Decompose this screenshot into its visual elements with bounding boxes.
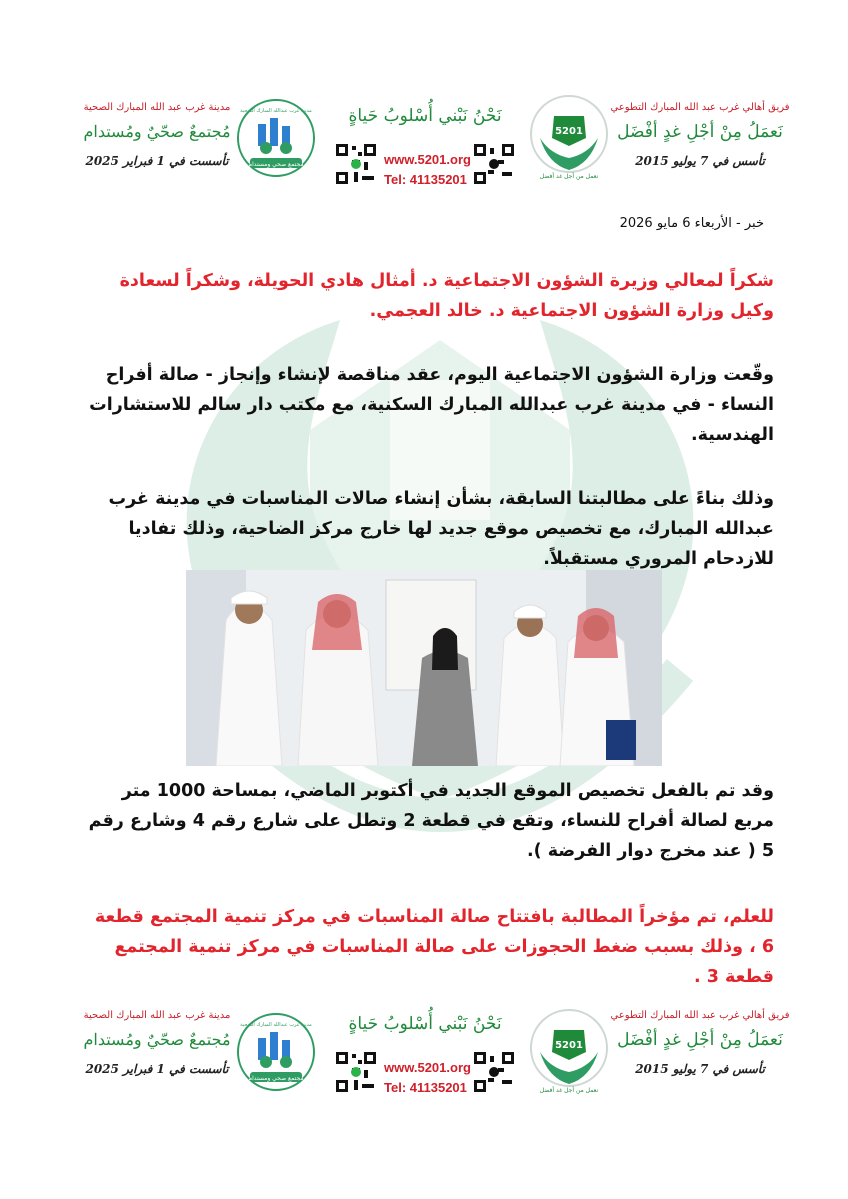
team-logo-caption: نعمل من أجل غد أفضل [539,173,599,180]
city-logo-caption: مجتمع صحي ومستدام [248,161,304,168]
request-paragraph: وذلك بناءً على مطالبتنا السابقة، بشأن إنشاء صالات المناسبات في مدينة غرب عبدالله المبارك، مع تخصيص موقع جديد لها خارج مركز الضاحية، وذلك تفاديا للازدحام المروري مستقبلاً. [108,489,774,569]
footer-center-slogan: نَحْنُ نَبْني أُسْلوبُ حَياةٍ [348,1014,502,1034]
team-logo-number: 5201 [555,126,583,137]
footer-phone-number[interactable]: Tel: 41135201 [384,1080,467,1095]
website-link[interactable]: www.5201.org [384,152,471,167]
city-name: مدينة غرب عبد الله المبارك الصحية [83,102,231,113]
team-name: فريق أهالي غرب عبد الله المبارك التطوعي [610,102,790,113]
footer-city-logo-text: مدينة غرب عبدالله المبارك الصحية [240,1022,312,1028]
footer-city-logo-icon [234,1010,318,1094]
city-logo-icon [234,96,318,180]
footer-team-logo-number: 5201 [555,1040,583,1051]
footer-team-slogan: نَعمَلُ مِنْ أجْلِ غدٍ أفْضَل [617,1030,783,1050]
note-paragraph: للعلم، تم مؤخراً المطالبة بافتتاح صالة المناسبات في مركز تنمية المجتمع قطعة 6 ، وذلك بسبب ضغط الحجوزات على صالة المناسبات في مركز تنمية المجتمع قطعة 3 . [94,907,774,987]
news-dateline: خبر - الأربعاء 6 مايو 2026 [619,216,764,231]
site-allocation-paragraph: وقد تم بالفعل تخصيص الموقع الجديد في أكتوبر الماضي، بمساحة 1000 متر مربع لصالة أفراح للنساء، وتقع في قطعة 2 وتطل على شارع رقم 4 وشارع رقم 5 ( عند مخرج دوار الفرضة ). [88,781,774,861]
footer-whatsapp-qr-icon[interactable] [472,1050,516,1094]
city-logo-text: مدينة غرب عبدالله المبارك الصحية [240,108,312,114]
footer-team-logo-icon [528,1008,610,1094]
team-founded-date: تأسس في 7 يوليو 2015 [635,154,765,168]
center-slogan: نَحْنُ نَبْني أُسْلوبُ حَياةٍ [348,106,502,126]
footer-city-slogan: مُجتمعٌ صحّيٌ ومُستدام [83,1030,231,1049]
phone-number[interactable]: Tel: 41135201 [384,172,467,187]
contract-paragraph: وقّعت وزارة الشؤون الاجتماعية اليوم، عقد مناقصة لإنشاء وإنجاز - صالة أفراح النساء - في مدينة غرب عبدالله المبارك السكنية، مع مكتب دار سالم للاستشارات الهندسية. [89,365,774,445]
footer-team-founded-date: تأسس في 7 يوليو 2015 [635,1062,765,1076]
whatsapp-qr-icon[interactable] [472,142,516,186]
thanks-paragraph: شكراً لمعالي وزيرة الشؤون الاجتماعية د. أمثال هادي الحويلة، وشكراً لسعادة وكيل وزارة الشؤون الاجتماعية د. خالد العجمي. [119,271,774,321]
footer-website-link[interactable]: www.5201.org [384,1060,471,1075]
signing-photo [186,570,662,766]
footer-team-logo-caption: نعمل من أجل غد أفضل [539,1087,599,1094]
footer-qr-code-icon[interactable] [334,1050,378,1094]
footer-city-founded-date: تأسست في 1 فبراير 2025 [85,1062,229,1076]
footer-city-logo-caption: مجتمع صحي ومستدام [248,1075,304,1082]
footer-team-name: فريق أهالي غرب عبد الله المبارك التطوعي [610,1010,790,1021]
city-slogan: مُجتمعٌ صحّيٌ ومُستدام [83,122,231,141]
qr-code-icon[interactable] [334,142,378,186]
footer-city-name: مدينة غرب عبد الله المبارك الصحية [83,1010,231,1021]
page-footer [0,1000,848,1120]
page-header [0,92,848,212]
city-founded-date: تأسست في 1 فبراير 2025 [85,154,229,168]
team-slogan: نَعمَلُ مِنْ أجْلِ غدٍ أفْضَل [617,122,783,142]
team-logo-icon [528,94,610,180]
